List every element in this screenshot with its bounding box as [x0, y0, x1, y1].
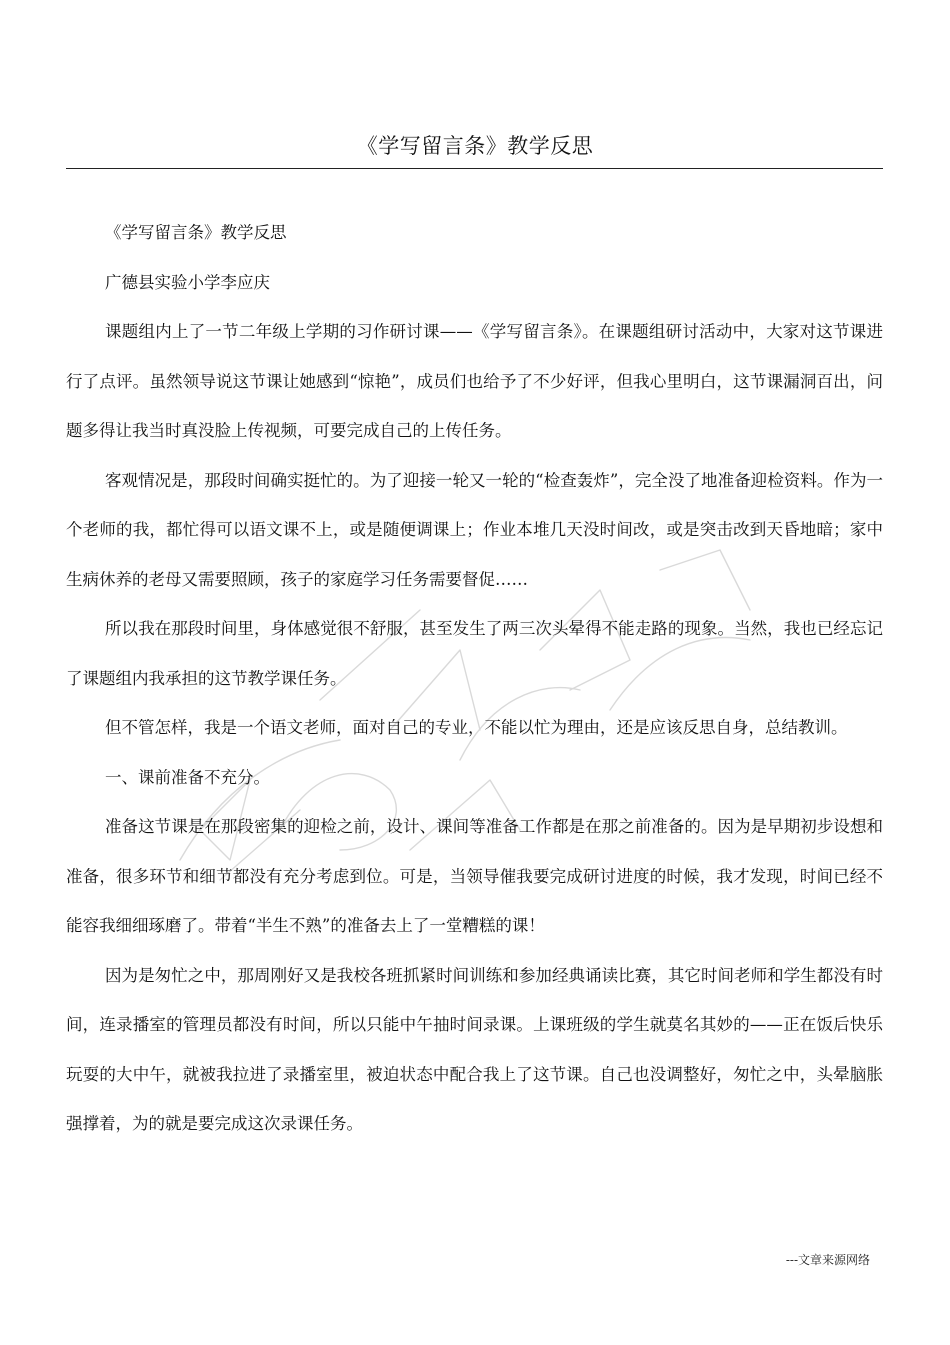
source-footer: ---文章来源网络: [785, 1253, 870, 1267]
paragraph: 所以我在那段时间里，身体感觉很不舒服，甚至发生了两三次头晕得不能走路的现象。当然，我也已经忘记了课题组内我承担的这节教学课任务。: [66, 619, 883, 688]
paragraph: 但不管怎样，我是一个语文老师，面对自己的专业，不能以忙为理由，还是应该反思自身，总结教训。: [105, 718, 848, 737]
paragraph: 准备这节课是在那段密集的迎检之前，设计、课间等准备工作都是在那之前准备的。因为是早期初步设想和准备，很多环节和细节都没有充分考虑到位。可是，当领导催我要完成研讨进度的时候，我才发现，时间已经不能容我细细琢磨了。带着“半生不熟”的准备去上了一堂糟糕的课！: [66, 817, 883, 935]
paragraph: 课题组内上了一节二年级上学期的习作研讨课——《学写留言条》。在课题组研讨活动中，大家对这节课进行了点评。虽然领导说这节课让她感到“惊艳”，成员们也给予了不少好评，但我心里明白，这节课漏洞百出，问题多得让我当时真没脸上传视频，可要完成自己的上传任务。: [66, 322, 883, 440]
page-title: 《学写留言条》教学反思: [356, 134, 594, 158]
paragraph: 客观情况是，那段时间确实挺忙的。为了迎接一轮又一轮的“检查轰炸”，完全没了地准备迎检资料。作为一个老师的我，都忙得可以语文课不上，或是随便调课上；作业本堆几天没时间改，或是突击改到天昏地暗；家中生病休养的老母又需要照顾，孩子的家庭学习任务需要督促……: [66, 470, 883, 589]
title-divider: [66, 168, 883, 169]
section-heading: 一、课前准备不充分。: [105, 767, 270, 787]
paragraph: 因为是匆忙之中，那周刚好又是我校各班抓紧时间训练和参加经典诵读比赛，其它时间老师和学生都没有时间，连录播室的管理员都没有时间，所以只能中午抽时间录课。上课班级的学生就莫名其妙的——正在饭后快乐玩耍的大中午，就被我拉进了录播室里，被迫状态中配合我上了这节课。自己也没调整好，匆忙之中，头晕脑胀强撑着，为的就是要完成这次录课任务。: [66, 965, 883, 1133]
document-subtitle: 《学写留言条》教学反思: [105, 223, 287, 242]
author-line: 广德县实验小学李应庆: [105, 272, 270, 292]
document-body: [66, 208, 883, 1149]
